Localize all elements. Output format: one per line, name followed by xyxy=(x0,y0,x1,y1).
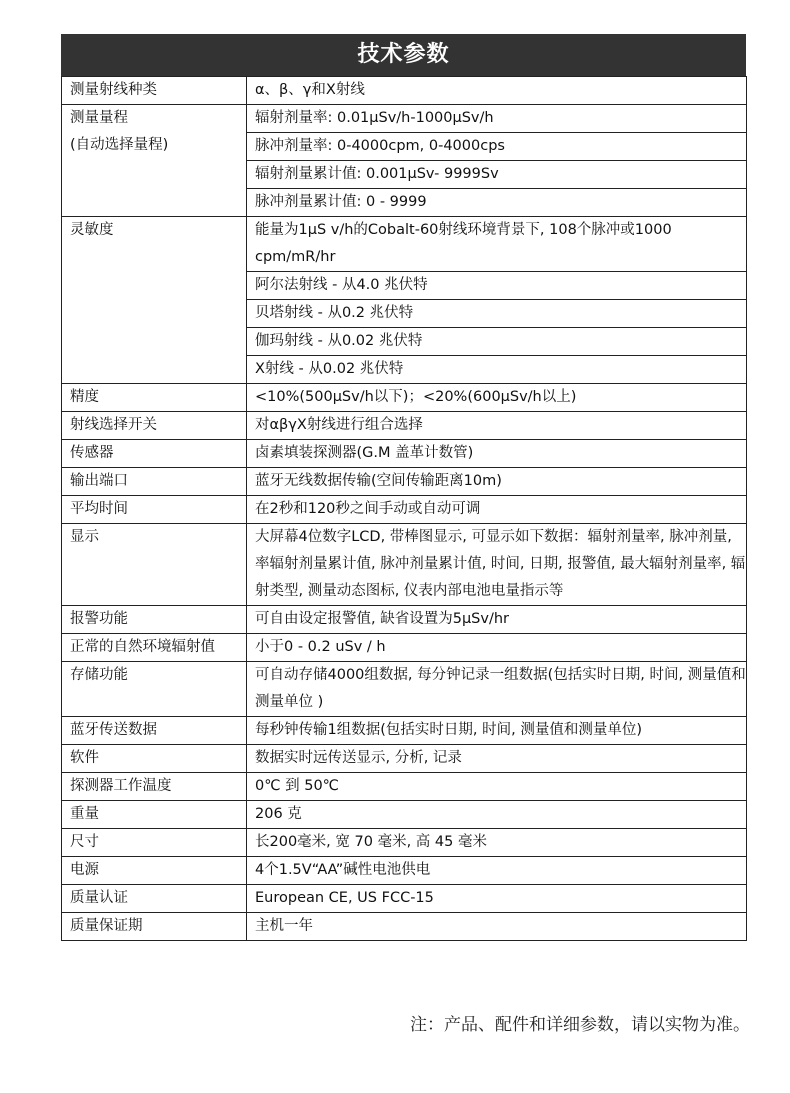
spec-row xyxy=(62,524,747,606)
footnote: 注：产品、配件和详细参数，请以实物为准。 xyxy=(410,1015,750,1035)
spec-row xyxy=(62,440,747,468)
spec-value: 可自动存储4000组数据, 每分钟记录一组数据(包括实时日期, 时间, 测量值和测量单位 ) xyxy=(247,662,747,717)
spec-row xyxy=(62,77,747,105)
spec-label: 电源 xyxy=(70,862,99,878)
spec-value: 数据实时远传送显示, 分析, 记录 xyxy=(247,745,747,773)
spec-value: 卤素填装探测器(G.M 盖革计数管) xyxy=(247,440,747,468)
spec-row xyxy=(62,857,747,885)
spec-value: <10%(500μSv/h以下)；<20%(600μSv/h以上) xyxy=(247,384,747,412)
spec-label: 质量保证期 xyxy=(70,918,143,934)
spec-label-cell xyxy=(62,885,247,913)
spec-value: 伽玛射线 - 从0.02 兆伏特 xyxy=(247,328,747,356)
spec-value: 辐射剂量累计值: 0.001μSv- 9999Sv xyxy=(247,161,747,189)
spec-row xyxy=(62,105,747,133)
spec-label: 显示 xyxy=(70,529,99,545)
spec-label: 存储功能 xyxy=(70,667,128,683)
spec-row xyxy=(62,412,747,440)
spec-value: 脉冲剂量累计值: 0 - 9999 xyxy=(247,189,747,217)
spec-row xyxy=(62,745,747,773)
spec-label: 灵敏度 xyxy=(70,222,114,238)
spec-label: 测量量程 xyxy=(70,110,128,126)
spec-value: 206 克 xyxy=(247,801,747,829)
spec-value: X射线 - 从0.02 兆伏特 xyxy=(247,356,747,384)
spec-label-cell xyxy=(62,717,247,745)
spec-label-cell xyxy=(62,105,247,217)
spec-label: 平均时间 xyxy=(70,501,128,517)
spec-value: 长200毫米, 宽 70 毫米, 高 45 毫米 xyxy=(247,829,747,857)
spec-label: 精度 xyxy=(70,389,99,405)
spec-value: 能量为1μS v/h的Cobalt-60射线环境背景下, 108个脉冲或1000 cpm/mR/hr xyxy=(247,217,747,272)
spec-label-cell xyxy=(62,524,247,606)
spec-value: 主机一年 xyxy=(247,913,747,941)
spec-label: 测量射线种类 xyxy=(70,82,157,98)
spec-label-cell xyxy=(62,745,247,773)
spec-label: 尺寸 xyxy=(70,834,99,850)
spec-value: 每秒钟传输1组数据(包括实时日期, 时间, 测量值和测量单位) xyxy=(247,717,747,745)
spec-value: 4个1.5V“AA”碱性电池供电 xyxy=(247,857,747,885)
spec-label-cell xyxy=(62,440,247,468)
spec-label-cell xyxy=(62,496,247,524)
spec-row xyxy=(62,885,747,913)
spec-row xyxy=(62,801,747,829)
spec-label-cell xyxy=(62,606,247,634)
spec-value: 可自由设定报警值, 缺省设置为5μSv/hr xyxy=(247,606,747,634)
spec-table xyxy=(61,76,747,941)
spec-title: 技术参数 xyxy=(61,34,746,76)
spec-row xyxy=(62,634,747,662)
spec-label-cell xyxy=(62,468,247,496)
spec-label-cell xyxy=(62,913,247,941)
spec-row xyxy=(62,913,747,941)
spec-label-cell xyxy=(62,634,247,662)
spec-label-sub: (自动选择量程) xyxy=(70,137,169,153)
spec-value: 脉冲剂量率: 0-4000cpm, 0-4000cps xyxy=(247,133,747,161)
spec-label-cell xyxy=(62,412,247,440)
spec-row xyxy=(62,496,747,524)
spec-label-cell xyxy=(62,662,247,717)
spec-value: 阿尔法射线 - 从4.0 兆伏特 xyxy=(247,272,747,300)
spec-label: 传感器 xyxy=(70,445,114,461)
spec-sheet xyxy=(61,34,746,941)
spec-value: 对αβγX射线进行组合选择 xyxy=(247,412,747,440)
spec-row xyxy=(62,773,747,801)
spec-value: 0℃ 到 50℃ xyxy=(247,773,747,801)
spec-label: 报警功能 xyxy=(70,611,128,627)
spec-value: European CE, US FCC-15 xyxy=(247,885,747,913)
spec-label: 质量认证 xyxy=(70,890,128,906)
spec-label: 射线选择开关 xyxy=(70,417,157,433)
spec-label: 输出端口 xyxy=(70,473,128,489)
spec-label-cell xyxy=(62,857,247,885)
spec-label: 探测器工作温度 xyxy=(70,778,172,794)
spec-label-cell xyxy=(62,384,247,412)
spec-value: α、β、γ和X射线 xyxy=(247,77,747,105)
spec-row xyxy=(62,829,747,857)
spec-value: 大屏幕4位数字LCD, 带棒图显示, 可显示如下数据：辐射剂量率, 脉冲剂量, 率辐射剂量累计值, 脉冲剂量累计值, 时间, 日期, 报警值, 最大辐射剂量率, 辐射类型, 测量动态图标, 仪表内部电池电量指示等 xyxy=(247,524,747,606)
spec-label: 正常的自然环境辐射值 xyxy=(70,639,215,655)
spec-label-cell xyxy=(62,773,247,801)
spec-value: 贝塔射线 - 从0.2 兆伏特 xyxy=(247,300,747,328)
spec-label: 重量 xyxy=(70,806,99,822)
spec-value: 辐射剂量率: 0.01μSv/h-1000μSv/h xyxy=(247,105,747,133)
spec-label-cell xyxy=(62,77,247,105)
spec-label-cell xyxy=(62,217,247,384)
spec-row xyxy=(62,384,747,412)
spec-label-cell xyxy=(62,829,247,857)
spec-label: 软件 xyxy=(70,750,99,766)
spec-row xyxy=(62,468,747,496)
spec-row xyxy=(62,717,747,745)
spec-row xyxy=(62,662,747,717)
spec-label: 蓝牙传送数据 xyxy=(70,722,157,738)
spec-value: 小于0 - 0.2 uSv / h xyxy=(247,634,747,662)
spec-row xyxy=(62,606,747,634)
spec-value: 在2秒和120秒之间手动或自动可调 xyxy=(247,496,747,524)
spec-row xyxy=(62,217,747,272)
spec-value: 蓝牙无线数据传输(空间传输距离10m) xyxy=(247,468,747,496)
spec-label-cell xyxy=(62,801,247,829)
